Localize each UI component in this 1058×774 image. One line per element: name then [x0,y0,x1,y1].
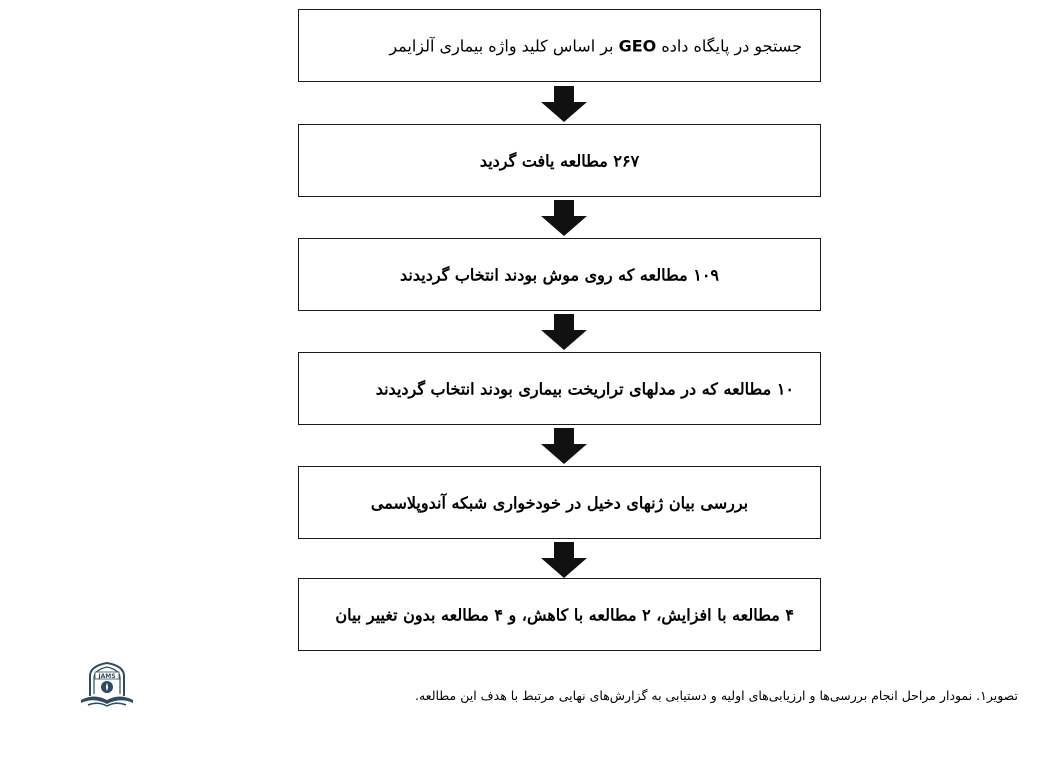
figure-caption: تصویر۱. نمودار مراحل انجام بررسی‌ها و ارزیابی‌های اولیه و دستیابی به گزارش‌های نهایی مرتبط با هدف این مطالعه. [414,688,1018,703]
down-arrow-icon [541,314,587,350]
step-1-db: GEO [618,36,657,55]
flow-step-3 [298,238,821,311]
step-3-text: ۱۰۹ مطالعه که روی موش بودند انتخاب گردیدند [399,265,720,284]
logo-text: JAMS [98,672,116,680]
flow-step-5 [298,466,821,539]
journal-logo [78,660,136,708]
step-1-post: بر اساس کلید واژه بیماری آلزایمر [389,36,619,55]
step-1-pre: جستجو در پایگاه داده [656,36,802,55]
step-4-text: ۱۰ مطالعه که در مدلهای تراریخت بیماری بودند انتخاب گردیدند [375,379,794,398]
flow-step-2 [298,124,821,197]
step-5-text: بررسی بیان ژنهای دخیل در خودخواری شبکه آندوپلاسمی [370,493,749,512]
flow-step-6 [298,578,821,651]
down-arrow-icon [541,542,587,578]
flow-step-1 [298,9,821,82]
step-6-text: ۴ مطالعه با افزایش، ۲ مطالعه با کاهش، و ۴ مطالعه بدون تغییر بیان [335,605,794,624]
down-arrow-icon [541,428,587,464]
flow-step-4 [298,352,821,425]
down-arrow-icon [541,200,587,236]
down-arrow-icon [541,86,587,122]
step-2-text: ۲۶۷ مطالعه یافت گردید [479,151,640,170]
